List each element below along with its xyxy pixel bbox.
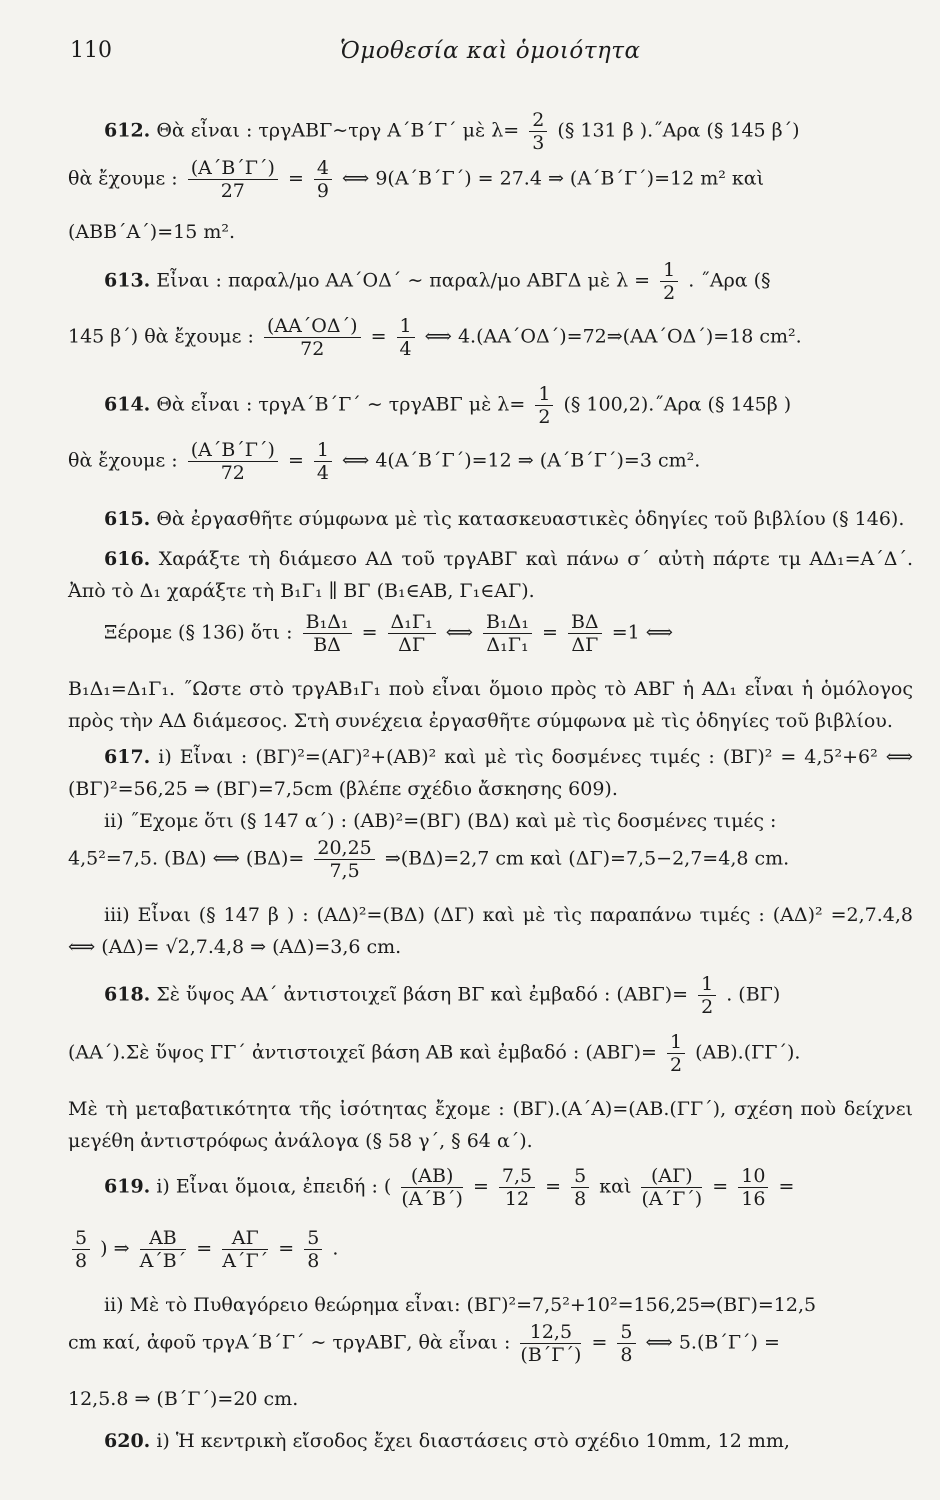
text: =1 ⟺ [611, 621, 673, 644]
exercise-number: 617. [104, 746, 151, 768]
text: θὰ ἔχουμε : [68, 449, 178, 472]
text: iii) Εἶναι (§ 147 β ) : (ΑΔ)²=(ΒΔ) (ΔΓ) καὶ μὲ τὶς παραπάνω τιμές : (ΑΔ)² =2,7.4,8 ⟺ (ΑΔ)= √2,7.4,8 ⇒ (ΑΔ)=3,6 cm. [68, 904, 913, 958]
text: ) ⇒ [100, 1237, 130, 1260]
page-header [70, 38, 900, 68]
fraction: $\frac{(A΄B΄\Gamma΄)}{27}$ [188, 157, 278, 202]
fraction: $\frac{2}{3}$ [529, 109, 547, 154]
fraction: $\frac{5}{8}$ [571, 1165, 589, 1210]
equals-sign: = [712, 1175, 729, 1198]
text: . (ΒΓ) [726, 983, 781, 1006]
text: cm καί, ἀφοῦ τργΑ΄Β΄Γ΄ ∼ τργΑΒΓ, θὰ εἶναι : [68, 1331, 511, 1354]
text: Εἶναι : παραλ/μο ΑΑ΄ΟΔ΄ ∼ παραλ/μο ΑΒΓΔ μὲ λ = [156, 269, 651, 292]
text: ⟺ 9(Α΄Β΄Γ΄) = 27.4 ⇒ (Α΄Β΄Γ΄)=12 m² καὶ [342, 167, 765, 190]
exercise-number: 620. [104, 1430, 151, 1452]
text: Σὲ ὕψος ΑΑ΄ ἀντιστοιχεῖ βάση ΒΓ καὶ ἐμβαδό : (ΑΒΓ)= [156, 983, 689, 1006]
page-content [68, 95, 913, 1457]
text: ii) ˝Εχομε ὅτι (§ 147 α΄) : (ΑΒ)²=(ΒΓ) (ΒΔ) καὶ μὲ τὶς δοσμένες τιμές : [104, 810, 777, 832]
fraction: $\frac{1}{4}$ [314, 439, 332, 484]
equals-sign: = [542, 621, 558, 644]
fraction: $\frac{1}{2}$ [698, 973, 716, 1018]
text: (ΑΑ΄).Σὲ ὕψος ΓΓ΄ ἀντιστοιχεῖ βάση ΑΒ καὶ ἐμβαδό : (ΑΒΓ)= [68, 1041, 657, 1064]
text: ⟺ 4(Α΄Β΄Γ΄)=12 ⇒ (Α΄Β΄Γ΄)=3 cm². [342, 449, 701, 472]
fraction: $\frac{(AB)}{(A΄B΄)}$ [401, 1165, 463, 1210]
text: θὰ ἔχουμε : [68, 167, 178, 190]
fraction: $\frac{1}{2}$ [660, 259, 678, 304]
text: ⟺ 5.(Β΄Γ΄) = [645, 1331, 780, 1354]
exercise-number: 619. [104, 1175, 151, 1198]
text: Χαράξτε τὴ διάμεσο ΑΔ τοῦ τργΑΒΓ καὶ πάνω σ΄ αὐτὴ πάρτε τμ ΑΔ₁=Α΄Δ΄. Ἀπὸ τὸ Δ₁ χαράξτε τὴ Β₁Γ₁ ∥ ΒΓ (Β₁∈ΑΒ, Γ₁∈ΑΓ). [68, 548, 913, 602]
exercise-620 [68, 1425, 913, 1457]
iff-symbol: ⟺ [445, 621, 473, 644]
fraction: $\frac{\text{Β₁Δ₁}}{B\Delta}$ [303, 611, 352, 656]
text: Θὰ εἶναι : τργΑΒΓ∼τργ Α΄Β΄Γ΄ μὲ λ= [156, 119, 520, 142]
text: ii) Μὲ τὸ Πυθαγόρειο θεώρημα εἶναι: (ΒΓ)²=7,5²+10²=156,25⇒(ΒΓ)=12,5 [104, 1294, 817, 1316]
exercise-613 [68, 253, 913, 377]
running-title: Ὁμοθεσία καὶ ὁμοιότητα [340, 38, 641, 64]
equals-sign: = [472, 1175, 489, 1198]
equals-sign: = [287, 449, 304, 472]
exercise-number: 612. [104, 119, 151, 142]
text: 12,5.8 ⇒ (Β΄Γ΄)=20 cm. [68, 1388, 299, 1410]
exercise-number: 614. [104, 393, 151, 416]
exercise-618 [68, 969, 913, 1157]
exercise-number: 616. [104, 548, 151, 570]
fraction: $\frac{4}{9}$ [314, 157, 332, 202]
fraction: $\frac{7,5}{12}$ [499, 1165, 535, 1210]
fraction: $\frac{(AA΄O\Delta΄)}{72}$ [264, 315, 361, 360]
fraction: $\frac{12,5}{(B΄\Gamma΄)}$ [520, 1321, 582, 1366]
text: . [332, 1237, 339, 1260]
text: ⇒(ΒΔ)=2,7 cm καὶ (ΔΓ)=7,5−2,7=4,8 cm. [384, 847, 790, 870]
text: . ˝Αρα (§ [688, 269, 771, 292]
exercise-617 [68, 741, 913, 963]
fraction: $\frac{1}{4}$ [397, 315, 415, 360]
fraction: $\frac{A\Gamma}{A΄\Gamma΄}$ [222, 1227, 269, 1272]
text: i) Ἡ κεντρικὴ εἴσοδος ἔχει διαστάσεις στὸ σχέδιο 10mm, 12 mm, [156, 1430, 790, 1452]
text: i) Εἶναι ὅμοια, ἐπειδή : ( [156, 1175, 392, 1198]
fraction: $\frac{B\Delta}{\Delta\Gamma}$ [568, 611, 602, 656]
page-number: 110 [70, 38, 112, 63]
fraction: $\frac{1}{2}$ [535, 383, 553, 428]
text: 4,5²=7,5. (ΒΔ) ⟺ (ΒΔ)= [68, 847, 305, 870]
text: Μὲ τὴ μεταβατικότητα τῆς ἰσότητας ἔχομε : (ΒΓ).(Α΄Α)=(ΑΒ.(ΓΓ΄), σχέση ποὺ δείχνει μεγέθη ἀντιστρόφως ἀνάλογα (§ 58 γ΄, § 64 α΄). [68, 1098, 913, 1152]
equals-sign: = [361, 621, 378, 644]
text: 145 β΄) θὰ ἔχουμε : [68, 325, 254, 348]
text: Ξέρομε (§ 136) ὅτι : [104, 621, 293, 644]
equals-sign: = [545, 1175, 562, 1198]
fraction: $\frac{10}{16}$ [738, 1165, 768, 1210]
fraction: $\frac{AB}{A΄B΄}$ [139, 1227, 187, 1272]
fraction: $\frac{\text{Δ₁Γ₁}}{\Delta\Gamma}$ [388, 611, 436, 656]
equals-sign: = [196, 1237, 213, 1260]
text: καὶ [599, 1175, 632, 1198]
equals-sign: = [591, 1331, 608, 1354]
fraction: $\frac{\text{Β₁Δ₁}}{\text{Δ₁Γ₁}}$ [483, 611, 532, 656]
fraction: $\frac{1}{2}$ [667, 1031, 685, 1076]
equals-sign: = [370, 325, 387, 348]
text: i) Εἶναι : (ΒΓ)²=(ΑΓ)²+(ΑΒ)² καὶ μὲ τὶς δοσμένες τιμές : (ΒΓ)² = 4,5²+6² ⟺ (ΒΓ)²=56,25 ⇒ (ΒΓ)=7,5cm (βλέπε σχέδιο ἄσκησης 609). [68, 746, 913, 800]
exercise-number: 615. [104, 508, 151, 530]
exercise-number: 618. [104, 983, 151, 1006]
fraction: $\frac{(A΄B΄\Gamma΄)}{72}$ [188, 439, 278, 484]
exercise-615 [68, 503, 913, 535]
fraction: $\frac{(A\Gamma)}{(A΄\Gamma΄)}$ [641, 1165, 703, 1210]
fraction: $\frac{20,25}{7,5}$ [314, 837, 374, 882]
text: (§ 131 β ).˝Αρα (§ 145 β΄) [557, 119, 800, 142]
fraction: $\frac{5}{8}$ [617, 1321, 635, 1366]
text: Θὰ εἶναι : τργΑ΄Β΄Γ΄ ∼ τργΑΒΓ μὲ λ= [156, 393, 526, 416]
exercise-616 [68, 543, 913, 737]
equals-sign: = [287, 167, 304, 190]
exercise-number: 613. [104, 269, 151, 292]
exercise-619 [68, 1165, 913, 1415]
text: (ΑΒ).(ΓΓ΄). [695, 1041, 801, 1064]
exercise-614 [68, 377, 913, 501]
fraction: $\frac{5}{8}$ [304, 1227, 322, 1272]
equals-sign: = [778, 1175, 795, 1198]
text: (ΑΒΒ΄Α΄)=15 m². [68, 221, 236, 243]
fraction: $\frac{5}{8}$ [72, 1227, 90, 1272]
text: Θὰ ἐργασθῆτε σύμφωνα μὲ τὶς κατασκευαστικὲς ὁδηγίες τοῦ βιβλίου (§ 146). [156, 508, 905, 530]
text: (§ 100,2).˝Αρα (§ 145β ) [563, 393, 792, 416]
text: ⟺ 4.(ΑΑ΄ΟΔ΄)=72⇒(ΑΑ΄ΟΔ΄)=18 cm². [424, 325, 802, 348]
equals-sign: = [278, 1237, 295, 1260]
exercise-612 [68, 95, 913, 253]
text: Β₁Δ₁=Δ₁Γ₁. ˝Ωστε στὸ τργΑΒ₁Γ₁ ποὺ εἶναι ὅμοιο πρὸς τὸ ΑΒΓ ἡ ΑΔ₁ εἶναι ἡ ὁμόλογος πρὸς τὴν ΑΔ διάμεσος. Στὴ συνέχεια ἐργασθῆτε σύμφωνα μὲ τὶς ὁδηγίες τοῦ βιβλίου. [68, 678, 913, 732]
